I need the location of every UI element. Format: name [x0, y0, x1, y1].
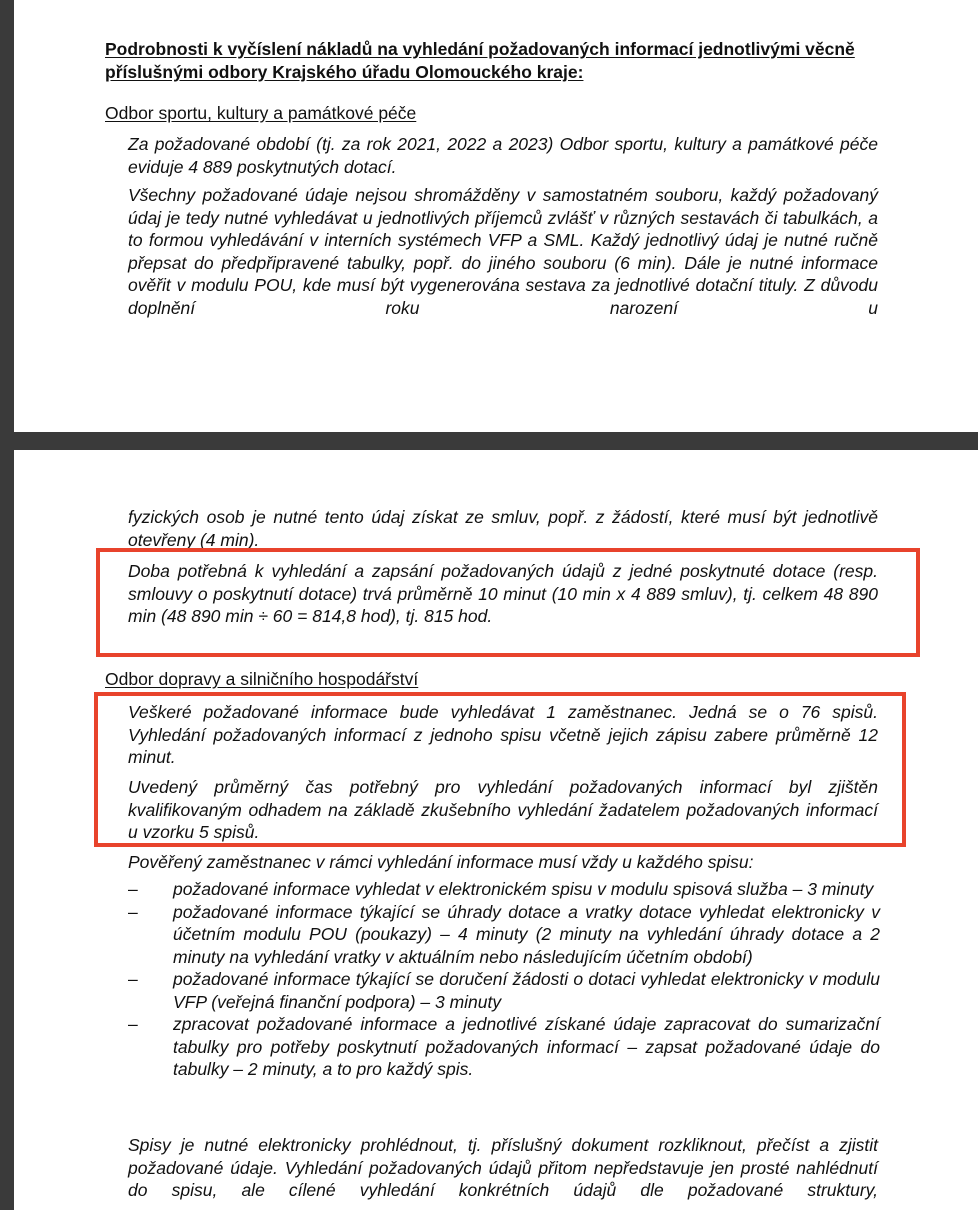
- paragraph-transport-employee: [128, 701, 878, 769]
- paragraph-text: Za požadované období (tj. za rok 2021, 2022 a 2023) Odbor sportu, kultury a památkové péče eviduje 4 889 poskytnutých dotací.: [128, 134, 878, 177]
- list-item: [128, 901, 880, 969]
- paragraph-sport-procedure: [128, 184, 878, 319]
- list-item: [128, 968, 880, 1013]
- paragraph-text: Všechny požadované údaje nejsou shromážděny v samostatném souboru, každý požadovaný údaj je tedy nutné vyhledávat u jednotlivých příjemců zvlášť v různých sestavách či tabulkách, a to formou vyhledávání v interních systémech VFP a SML. Každý jednotlivý údaj je nutné ručně přepsat do předpřipravené tabulky, popř. do jiného souboru (6 min). Dále je nutné informace ověřit v modulu POU, kde musí být vygenerována sestava za jednotlivé dotační tituly. Z důvodu doplnění roku narození u: [128, 185, 878, 318]
- bullet-dash: –: [128, 969, 138, 989]
- document-page-1: [14, 0, 978, 432]
- section-title-transport: Odbor dopravy a silničního hospodářství: [105, 669, 419, 689]
- section-title-sport-culture: Odbor sportu, kultury a památkové péče: [105, 103, 417, 123]
- paragraph-transport-tasks-intro: [128, 851, 878, 874]
- list-item: [128, 1013, 880, 1081]
- paragraph-text: fyzických osob je nutné tento údaj získat ze smluv, popř. z žádostí, které musí být jednotlivě otevřeny (4 min).: [128, 507, 878, 550]
- paragraph-sport-time-estimate: [128, 560, 878, 628]
- paragraph-text: Uvedený průměrný čas potřebný pro vyhledání požadovaných informací byl zjištěn kvalifikovaným odhadem na základě zkušebního vyhledání žadatelem požadovaných informací u vzorku 5 spisů.: [128, 777, 878, 842]
- paragraph-text: Doba potřebná k vyhledání a zapsání požadovaných údajů z jedné poskytnuté dotace (resp. smlouvy o poskytnutí dotace) trvá průměrně 10 minut (10 min x 4 889 smluv), tj. celkem 48 890 min (48 890 min ÷ 60 = 814,8 hod), tj. 815 hod.: [128, 561, 878, 626]
- list-item-text: požadované informace vyhledat v elektronickém spisu v modulu spisová služba – 3 minuty: [173, 879, 874, 899]
- bullet-dash: –: [128, 1014, 138, 1034]
- bullet-dash: –: [128, 901, 138, 922]
- paragraph-sport-procedure-continued: [128, 506, 878, 551]
- list-item: [128, 878, 880, 901]
- paragraph-text: Veškeré požadované informace bude vyhledávat 1 zaměstnanec. Jedná se o 76 spisů. Vyhledání požadovaných informací z jednoho spisu včetně jejich zápisu zabere průměrně 12 minut.: [128, 702, 878, 767]
- paragraph-transport-estimate-basis: [128, 776, 878, 844]
- bullet-dash: –: [128, 879, 138, 899]
- document-heading: Podrobnosti k vyčíslení nákladů na vyhledání požadovaných informací jednotlivými věcně příslušnými odbory Krajského úřadu Olomouckého kraje:: [105, 39, 855, 82]
- paragraph-text: Spisy je nutné elektronicky prohlédnout, tj. příslušný dokument rozkliknout, přečíst a zjistit požadované údaje. Vyhledání požadovaných údajů přitom nepředstavuje jen prosté nahlédnutí do spisu, ale cílené vyhledání konkrétních údajů dle požadované struktury,: [128, 1135, 878, 1200]
- list-item-text: zpracovat požadované informace a jednotlivé získané údaje zapracovat do sumarizační tabulky pro potřeby poskytnutí požadovaných informací – zapsat požadované údaje do tabulky – 2 minuty, a to pro každý spis.: [173, 1014, 880, 1079]
- paragraph-sport-dotace-count: [128, 133, 878, 178]
- document-page-2: [14, 450, 978, 1210]
- list-item-text: požadované informace týkající se doručení žádosti o dotaci vyhledat elektronicky v modulu VFP (veřejná finanční podpora) – 3 minuty: [173, 969, 880, 1012]
- paragraph-text: Pověřený zaměstnanec v rámci vyhledání informace musí vždy u každého spisu:: [128, 852, 754, 872]
- paragraph-transport-review: [128, 1134, 878, 1202]
- task-list: [128, 878, 880, 1081]
- list-item-text: požadované informace týkající se úhrady dotace a vratky dotace vyhledat elektronicky v účetním modulu POU (poukazy) – 4 minuty (2 minuty na vyhledání úhrady dotace a 2 minuty na vyhledání vratky v aktuálním nebo následujícím účetním období): [173, 901, 880, 967]
